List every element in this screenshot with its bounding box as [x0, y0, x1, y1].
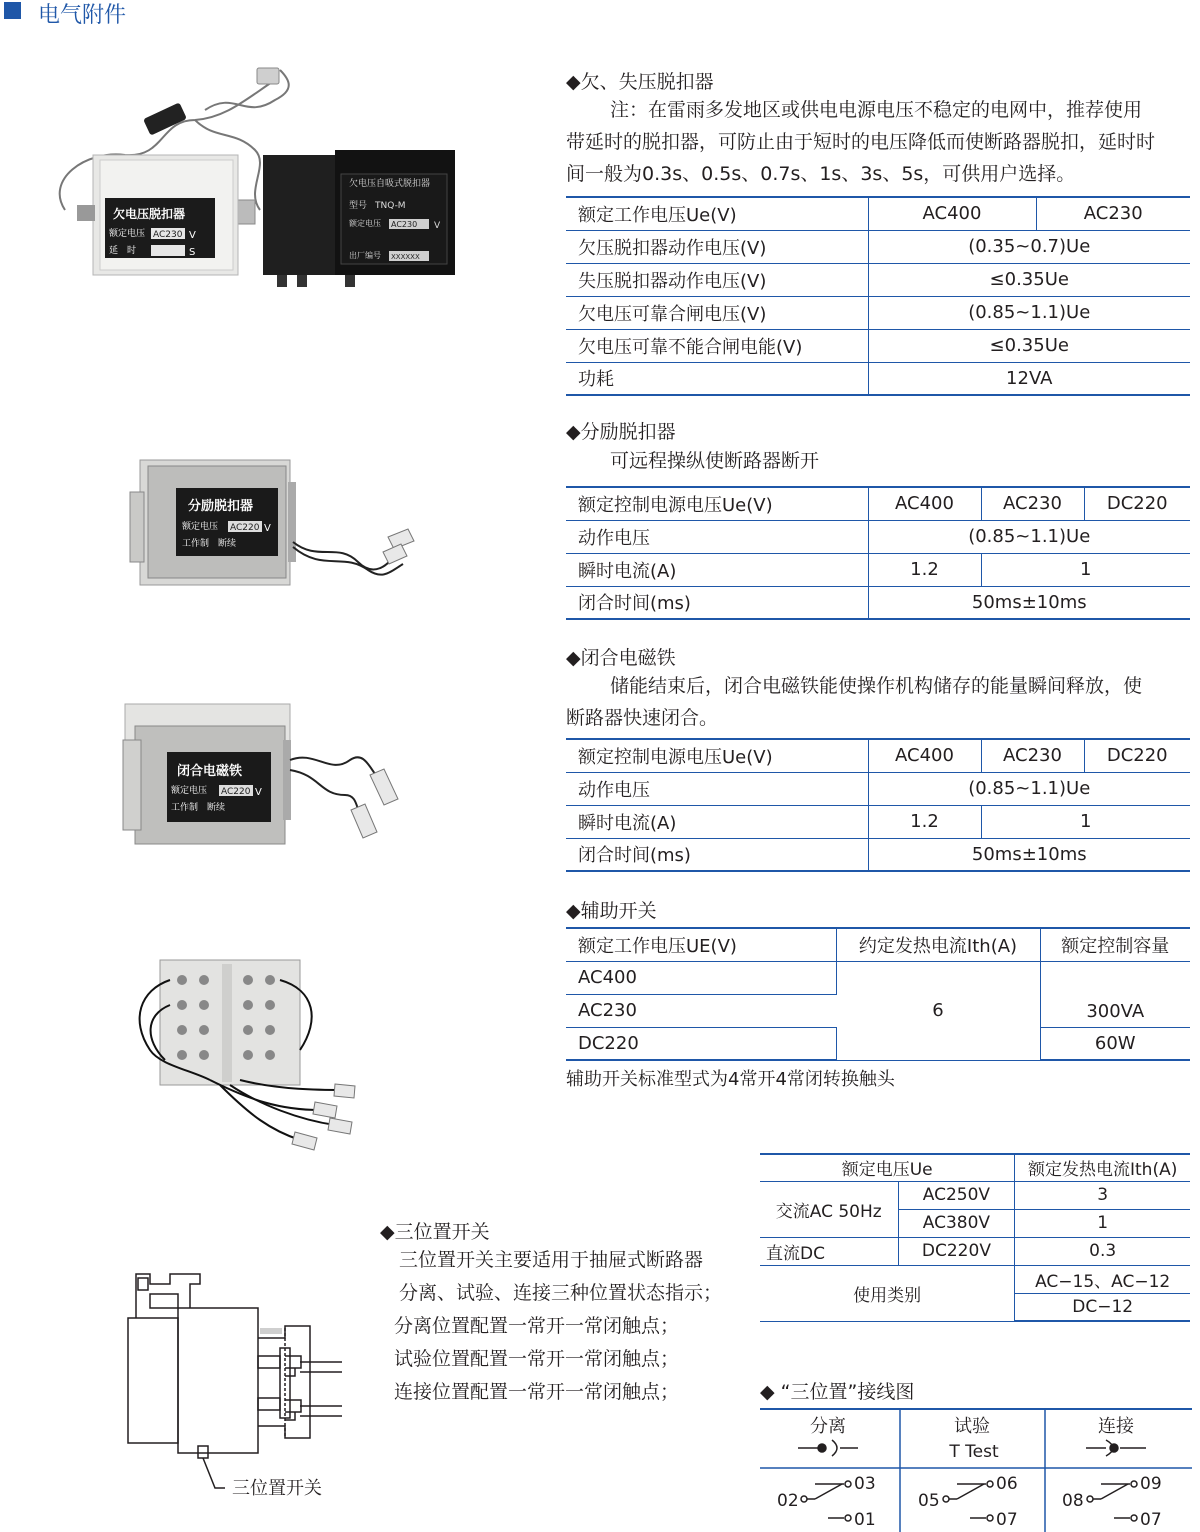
table-cell: 闭合时间(ms): [566, 838, 868, 871]
closing-photo-title: 闭合电磁铁: [177, 764, 243, 779]
terminal-label: 02: [777, 1491, 799, 1511]
table-row: [566, 520, 1190, 553]
table-row: [566, 805, 1190, 838]
closing-electromagnet-photo: [115, 700, 415, 850]
table-cell: AC230: [1036, 197, 1190, 230]
table-cell: 瞬时电流(A): [566, 553, 868, 586]
table-row: [566, 197, 1190, 230]
table-header: 额定控制容量: [1040, 928, 1190, 961]
table-cell: 动作电压: [566, 520, 868, 553]
wiring-heading: ◆ “三位置”接线图: [760, 1381, 915, 1403]
table-cell: 失压脱扣器动作电压(V): [566, 263, 868, 296]
terminal-label: 01: [854, 1510, 876, 1530]
delay-unit-photo-model: TNQ-M: [375, 201, 406, 211]
table-cell: 欠电压可靠不能合闸电能(V): [566, 329, 868, 362]
table-row: [566, 586, 1190, 619]
wiring-col-sub: T Test: [949, 1442, 999, 1462]
table-cell: 交流AC 50Hz: [760, 1181, 898, 1237]
undervoltage-release-photo: [45, 60, 465, 300]
shunt-desc: 可远程操纵使断路器断开: [610, 450, 820, 472]
undervoltage-note-line: 间一般为0.3s、0.5s、0.7s、1s、3s、5s，可供用户选择。: [566, 163, 1076, 185]
table-cell: 额定工作电压Ue(V): [566, 197, 868, 230]
table-row: [566, 772, 1190, 805]
table-row: [566, 296, 1190, 329]
table-row: [566, 961, 1190, 994]
delay-unit-photo-serial: 出厂编号: [349, 251, 381, 260]
delay-unit-photo-unit-v: V: [434, 221, 441, 231]
table-cell: 1.2: [868, 553, 981, 586]
closing-table: [566, 738, 1190, 872]
table-cell: 50ms±10ms: [868, 586, 1190, 619]
table-row: [566, 928, 1190, 961]
delay-unit-photo-serial-value: XXXXXX: [391, 253, 420, 261]
table-cell: (0.35~0.7)Ue: [868, 230, 1190, 263]
terminal-label: 08: [1062, 1491, 1084, 1511]
table-cell: AC400: [868, 739, 981, 772]
table-row: [566, 553, 1190, 586]
shunt-photo-title: 分励脱扣器: [188, 499, 254, 514]
terminal-label: 07: [996, 1510, 1018, 1530]
page-title: 电气附件: [38, 3, 127, 28]
shunt-photo-rated: 额定电压: [182, 522, 219, 532]
table-cell: AC380V: [898, 1209, 1015, 1237]
table-header: 额定发热电流Ith(A): [1015, 1154, 1190, 1181]
shunt-heading: ◆分励脱扣器: [566, 421, 676, 443]
contact-symbol-icon: [943, 1481, 993, 1521]
undervoltage-photo-unit-s: S: [189, 247, 196, 258]
table-cell: 功耗: [566, 362, 868, 395]
terminal-label: 09: [1140, 1474, 1162, 1494]
three-position-line: 三位置开关主要适用于抽屉式断路器: [399, 1249, 704, 1271]
three-position-desc: [394, 1244, 722, 1409]
table-cell: (0.85~1.1)Ue: [868, 520, 1190, 553]
auxiliary-switch-photo: [130, 950, 360, 1170]
table-cell: DC220V: [898, 1237, 1015, 1265]
undervoltage-photo-title: 欠电压脱扣器: [113, 207, 186, 221]
three-position-line: 试验位置配置一常开一常闭触点；: [394, 1348, 680, 1370]
table-cell: AC250V: [898, 1181, 1015, 1209]
undervoltage-photo-rated-value: AC230: [153, 230, 183, 240]
table-cell: 300VA: [1040, 961, 1190, 1027]
table-header: 额定工作电压UE(V): [566, 928, 836, 961]
table-cell: DC220: [1084, 487, 1190, 520]
table-row: [566, 329, 1190, 362]
table-cell: 12VA: [868, 362, 1190, 395]
table-row: [566, 230, 1190, 263]
shunt-table: [566, 486, 1190, 620]
undervoltage-table: [566, 196, 1190, 396]
table-cell: AC400: [868, 197, 1036, 230]
wiring-diagram: [760, 1408, 1192, 1532]
undervoltage-note: [566, 94, 1200, 190]
table-cell: 1: [1015, 1209, 1190, 1237]
table-cell: 1: [981, 805, 1190, 838]
table-cell: 欠压脱扣器动作电压(V): [566, 230, 868, 263]
closing-desc: [566, 670, 1200, 734]
table-cell: 0.3: [1015, 1237, 1190, 1265]
table-row: [760, 1154, 1190, 1181]
table-cell: 闭合时间(ms): [566, 586, 868, 619]
table-cell: 动作电压: [566, 772, 868, 805]
undervoltage-heading: ◆欠、失压脱扣器: [566, 71, 714, 93]
table-cell: AC230: [566, 994, 836, 1027]
delay-unit-photo-rated: 额定电压: [349, 219, 381, 228]
closing-desc-line: 储能结束后，闭合电磁铁能使操作机构储存的能量瞬间释放，使: [610, 675, 1143, 697]
shunt-photo-duty: 工作制 断续: [182, 539, 237, 549]
table-cell: 6: [836, 961, 1040, 1060]
table-cell: 3: [1015, 1181, 1190, 1209]
terminal-label: 05: [918, 1491, 940, 1511]
table-cell: 欠电压可靠合闸电压(V): [566, 296, 868, 329]
table-cell: 1: [981, 553, 1190, 586]
table-cell: AC230: [981, 487, 1084, 520]
table-cell: 额定控制电源电压Ue(V): [566, 739, 868, 772]
closing-desc-line: 断路器快速闭合。: [566, 707, 719, 729]
auxiliary-table: [566, 927, 1190, 1061]
shunt-photo-rated-value: AC220: [230, 523, 260, 533]
table-cell: (0.85~1.1)Ue: [868, 296, 1190, 329]
undervoltage-note-line: 注：在雷雨多发地区或供电电源电压不稳定的电网中，推荐使用: [610, 99, 1143, 121]
terminal-label: 07: [1140, 1510, 1162, 1530]
three-position-switch-drawing: [120, 1268, 360, 1508]
wiring-col-name: 分离: [810, 1416, 846, 1437]
table-cell: AC230: [981, 739, 1084, 772]
table-cell: ≤0.35Ue: [868, 329, 1190, 362]
table-cell: ≤0.35Ue: [868, 263, 1190, 296]
table-cell: DC220: [1084, 739, 1190, 772]
shunt-photo-unit-v: V: [264, 523, 271, 534]
table-cell: 直流DC: [760, 1237, 898, 1265]
table-row: [760, 1181, 1190, 1209]
undervoltage-photo-rated: 额定电压: [109, 229, 146, 239]
table-row: [566, 263, 1190, 296]
table-row: [566, 739, 1190, 772]
closing-heading: ◆闭合电磁铁: [566, 647, 676, 669]
table-row: [566, 838, 1190, 871]
table-cell: AC400: [566, 961, 836, 994]
terminal-label: 06: [996, 1474, 1018, 1494]
terminal-label: 03: [854, 1474, 876, 1494]
auxiliary-heading: ◆辅助开关: [566, 900, 657, 922]
delay-unit-photo-rated-value: AC230: [391, 220, 418, 229]
table-cell: DC−12: [1015, 1293, 1190, 1321]
auxiliary-note: 辅助开关标准型式为4常开4常闭转换触头: [566, 1069, 895, 1090]
table-cell: DC220: [566, 1027, 836, 1060]
undervoltage-photo-delay: 延 时: [109, 246, 137, 256]
three-position-line: 连接位置配置一常开一常闭触点；: [394, 1381, 680, 1403]
table-cell: (0.85~1.1)Ue: [868, 772, 1190, 805]
three-position-table: [760, 1153, 1190, 1322]
closing-photo-rated-value: AC220: [221, 787, 251, 797]
table-cell: AC400: [868, 487, 981, 520]
wiring-col-name: 连接: [1098, 1416, 1134, 1437]
undervoltage-photo-unit-v: V: [189, 230, 196, 241]
table-cell: 使用类别: [760, 1265, 1015, 1321]
table-header: 额定电压Ue: [760, 1154, 1015, 1181]
table-cell: 60W: [1040, 1027, 1190, 1060]
title-square-icon: [4, 2, 21, 19]
table-cell: 额定控制电源电压Ue(V): [566, 487, 868, 520]
table-cell: AC−15、AC−12: [1015, 1265, 1190, 1293]
shunt-release-photo: [128, 452, 418, 592]
connect-symbol-icon: [1086, 1440, 1146, 1456]
three-position-line: 分离位置配置一常开一常闭触点；: [394, 1315, 680, 1337]
undervoltage-note-line: 带延时的脱扣器，可防止由于短时的电压降低而使断路器脱扣，延时时: [566, 131, 1156, 153]
three-position-drawing-label: 三位置开关: [232, 1478, 322, 1499]
contact-symbol-icon: [1087, 1481, 1137, 1521]
disconnect-symbol-icon: [798, 1440, 858, 1456]
table-header: 约定发热电流Ith(A): [836, 928, 1040, 961]
closing-photo-rated: 额定电压: [171, 786, 208, 796]
table-cell: 50ms±10ms: [868, 838, 1190, 871]
closing-photo-unit-v: V: [255, 787, 262, 798]
table-cell: 1.2: [868, 805, 981, 838]
contact-symbol-icon: [801, 1481, 851, 1521]
three-position-heading: ◆三位置开关: [380, 1221, 490, 1243]
three-position-line: 分离、试验、连接三种位置状态指示；: [399, 1282, 723, 1304]
table-cell: 瞬时电流(A): [566, 805, 868, 838]
closing-photo-duty: 工作制 断续: [171, 803, 226, 813]
wiring-col-name: 试验: [954, 1416, 990, 1437]
table-row: [566, 487, 1190, 520]
delay-unit-photo-model-label: 型号: [349, 201, 368, 211]
table-row: [760, 1237, 1190, 1265]
delay-unit-photo-title: 欠电压自吸式脱扣器: [349, 179, 431, 189]
table-row: [760, 1265, 1190, 1293]
table-row: [566, 362, 1190, 395]
